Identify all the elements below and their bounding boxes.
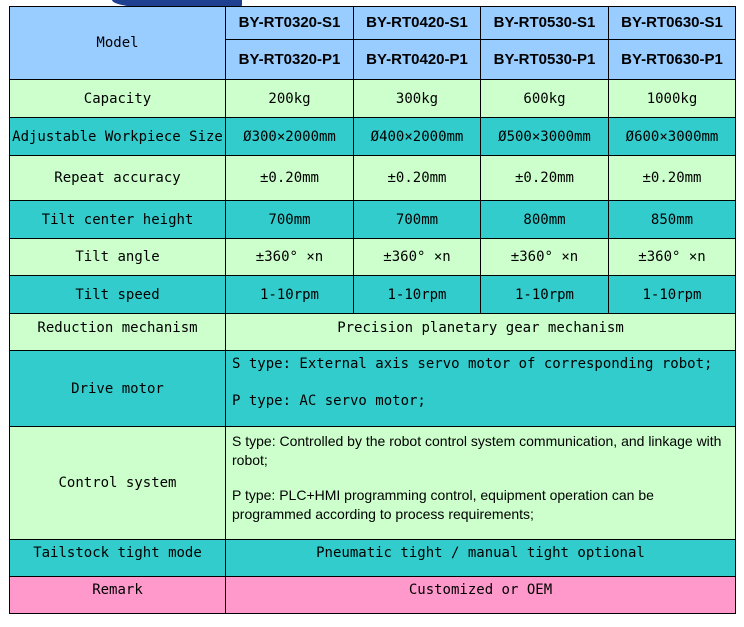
row-label-center-height: Tilt center height [10,201,226,239]
drive-motor-s-type: S type: External axis servo motor of corresponding robot; [232,356,713,372]
angle-value-3: ±360° ×n [481,239,609,276]
table-row-capacity [10,80,736,118]
row-label-tilt-angle: Tilt angle [10,239,226,276]
model-p-3: BY-RT0530-P1 [481,40,609,80]
drive-motor-p-type: P type: AC servo motor; [232,393,426,409]
capacity-value-4: 1000kg [609,80,736,118]
angle-value-2: ±360° ×n [354,239,481,276]
repeat-value-1: ±0.20mm [226,156,354,201]
workpiece-value-4: Ø600×3000mm [609,118,736,156]
header-row-s [10,7,736,40]
row-label-reduction: Reduction mechanism [10,314,226,351]
center-value-3: 800mm [481,201,609,239]
model-s-3: BY-RT0530-S1 [481,7,609,40]
row-label-capacity: Capacity [10,80,226,118]
angle-value-4: ±360° ×n [609,239,736,276]
model-p-4: BY-RT0630-P1 [609,40,736,80]
speed-value-2: 1-10rpm [354,276,481,314]
model-p-1: BY-RT0320-P1 [226,40,354,80]
model-header-label: Model [10,7,226,80]
repeat-value-3: ±0.20mm [481,156,609,201]
row-label-control-system: Control system [10,427,226,540]
center-value-2: 700mm [354,201,481,239]
table-row-center-height [10,201,736,239]
workpiece-value-1: Ø300×2000mm [226,118,354,156]
center-value-1: 700mm [226,201,354,239]
control-system-value [226,427,736,540]
capacity-value-3: 600kg [481,80,609,118]
model-s-2: BY-RT0420-S1 [354,7,481,40]
model-p-2: BY-RT0420-P1 [354,40,481,80]
repeat-value-4: ±0.20mm [609,156,736,201]
center-value-4: 850mm [609,201,736,239]
table-row-tilt-speed [10,276,736,314]
table-row-repeat [10,156,736,201]
table-row-tailstock [10,540,736,577]
spec-table [9,6,736,614]
drive-motor-value [226,351,736,427]
row-label-tilt-speed: Tilt speed [10,276,226,314]
reduction-value: Precision planetary gear mechanism [226,314,736,351]
table-row-workpiece [10,118,736,156]
table-row-drive-motor [10,351,736,427]
capacity-value-1: 200kg [226,80,354,118]
capacity-value-2: 300kg [354,80,481,118]
row-label-drive-motor: Drive motor [10,351,226,427]
model-s-1: BY-RT0320-S1 [226,7,354,40]
speed-value-4: 1-10rpm [609,276,736,314]
row-label-tailstock: Tailstock tight mode [10,540,226,577]
workpiece-value-2: Ø400×2000mm [354,118,481,156]
table-row-reduction [10,314,736,351]
row-label-repeat: Repeat accuracy [10,156,226,201]
workpiece-value-3: Ø500×3000mm [481,118,609,156]
model-s-4: BY-RT0630-S1 [609,7,736,40]
table-row-control-system [10,427,736,540]
control-system-p-type: P type: PLC+HMI programming control, equipment operation can be programmed according to process requirements; [232,487,654,522]
speed-value-1: 1-10rpm [226,276,354,314]
remark-value: Customized or OEM [226,577,736,614]
row-label-workpiece: Adjustable Workpiece Size [10,118,226,156]
row-label-remark: Remark [10,577,226,614]
table-row-remark [10,577,736,614]
speed-value-3: 1-10rpm [481,276,609,314]
table-row-tilt-angle [10,239,736,276]
tailstock-value: Pneumatic tight / manual tight optional [226,540,736,577]
control-system-s-type: S type: Controlled by the robot control system communication, and linkage with robot; [232,433,722,468]
angle-value-1: ±360° ×n [226,239,354,276]
repeat-value-2: ±0.20mm [354,156,481,201]
